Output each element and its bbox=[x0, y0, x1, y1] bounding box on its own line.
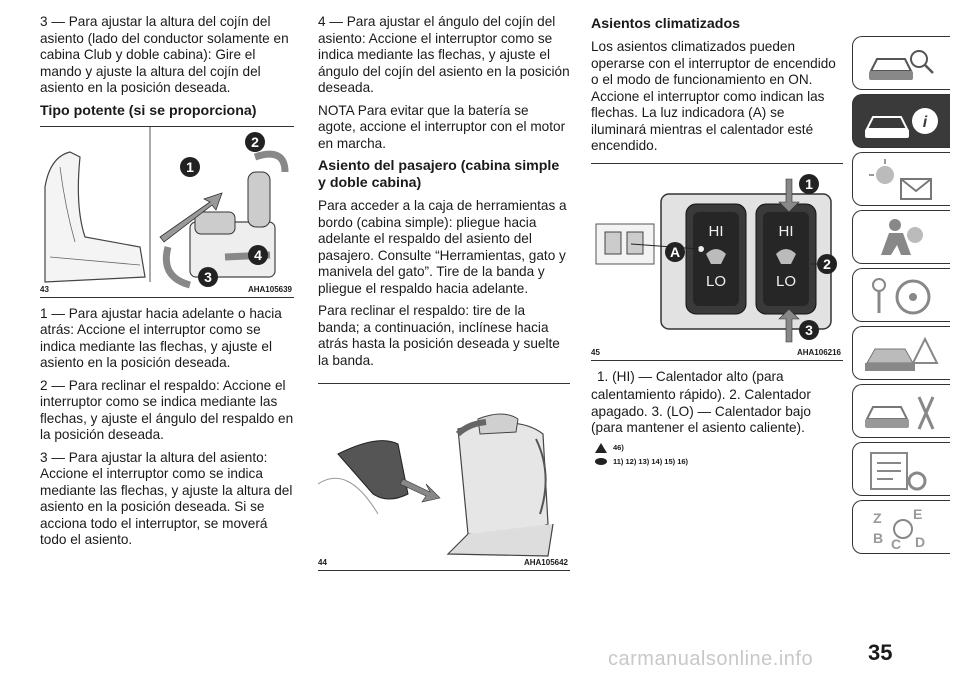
figure-45 bbox=[591, 163, 843, 361]
svg-text:Z: Z bbox=[873, 510, 882, 526]
svg-text:i: i bbox=[922, 114, 928, 131]
column-1 bbox=[40, 14, 294, 555]
car-emergency-icon bbox=[853, 327, 951, 381]
tab-lights-mail[interactable] bbox=[852, 152, 950, 206]
callout-2-label: 2 bbox=[251, 133, 259, 150]
airbag-person-icon bbox=[853, 211, 951, 265]
switch-label-lo: LO bbox=[705, 272, 727, 290]
note-reference bbox=[595, 457, 843, 466]
list-item-2: calentamiento rápido). 2. Calentador apagado. 3. (LO) — Calentador bajo (para mantener el asiento caliente). bbox=[591, 387, 811, 435]
tab-car-tools[interactable] bbox=[852, 384, 950, 438]
tab-car-info[interactable] bbox=[852, 94, 950, 148]
svg-text:C: C bbox=[891, 536, 902, 552]
figure-code: AHA105642 bbox=[523, 558, 568, 567]
switch-label-lo: LO bbox=[775, 272, 797, 290]
heading-power-type: Tipo potente (si se proporciona) bbox=[40, 102, 257, 119]
warning-ref-text: 46) bbox=[613, 443, 624, 452]
switch-label-hi: HI bbox=[778, 222, 794, 240]
warning-triangle-icon bbox=[595, 443, 607, 453]
watermark: carmanualsonline.info bbox=[608, 648, 814, 670]
tab-car-search[interactable] bbox=[852, 36, 950, 90]
figure-number: 45 bbox=[591, 347, 600, 357]
tab-alphabet-index[interactable] bbox=[852, 500, 950, 554]
tab-car-emergency[interactable] bbox=[852, 326, 950, 380]
car-search-icon bbox=[853, 37, 951, 91]
figure-44 bbox=[318, 383, 570, 571]
info-eye-icon bbox=[595, 458, 607, 465]
switch-label-hi: HI bbox=[708, 222, 724, 240]
column-3 bbox=[591, 14, 843, 470]
power-seat-illustration bbox=[40, 127, 294, 297]
callout-a-label: A bbox=[669, 243, 681, 260]
callout-1-label: 1 bbox=[805, 175, 813, 192]
note-ref-text: 11) 12) 13) 14) 15) 16) bbox=[613, 456, 689, 466]
paragraph-recline: Para reclinar el respaldo: tire de la banda; a continuación, inclínese hacia atrás hasta la posición deseada y suelte la banda. bbox=[318, 303, 560, 368]
figure-43 bbox=[40, 126, 294, 298]
key-steering-icon bbox=[853, 269, 951, 323]
svg-text:B: B bbox=[873, 530, 884, 546]
passenger-seat-illustration bbox=[318, 384, 570, 570]
paragraph-toolbox: Para acceder a la caja de herramientas a bordo (cabina simple): pliegue hacia adelante el respaldo del asiento del pasajero. Consulte “Herramientas, gato y manivela del gato”. Tire de la banda y pliegue el respaldo hacia adelante. bbox=[318, 198, 567, 296]
tab-airbag-person[interactable] bbox=[852, 210, 950, 264]
paragraph-item-4: 4 — Para ajustar el ángulo del cojín del asiento: Accione el interruptor como se indica mediante las flechas, y ajuste el ángulo del cojín del asiento en la posición deseada. bbox=[318, 14, 570, 95]
tab-list-gear[interactable] bbox=[852, 442, 950, 496]
svg-text:E: E bbox=[913, 506, 923, 522]
car-info-icon bbox=[853, 95, 951, 149]
callout-3-label: 3 bbox=[805, 321, 813, 338]
heading-heated-seats: Asientos climatizados bbox=[591, 16, 741, 32]
figure-number: 43 bbox=[40, 284, 49, 294]
paragraph-heated-seats: Los asientos climatizados pueden operarse con el interruptor de encendido o el modo de funcionamiento en ON. Accione el interruptor como indican las flechas. La luz indicadora (A) se iluminará mientras el calentador esté encendido. bbox=[591, 39, 836, 153]
lights-mail-icon bbox=[853, 153, 951, 207]
paragraph-item-3: 3 — Para ajustar la altura del asiento: Accione el interruptor como se indica mediante las flechas, y ajuste la altura del asiento en la posición deseada. Si se acciona todo el interruptor, se moverá todo el asiento. bbox=[40, 449, 293, 547]
paragraph-intro: 3 — Para ajustar la altura del cojín del asiento (lado del conductor solamente en cabina Club y doble cabina): Gire el mando y ajuste la altura del cojín del asiento en la posición deseada. bbox=[40, 14, 289, 95]
callout-3-label: 3 bbox=[204, 268, 212, 285]
figure-code: AHA105639 bbox=[247, 284, 292, 294]
paragraph-item-2: 2 — Para reclinar el respaldo: Accione el interruptor como se indica mediante las flechas, y ajuste el ángulo del respaldo en la posición deseada. bbox=[40, 377, 294, 442]
svg-text:D: D bbox=[915, 534, 926, 550]
figure-number: 44 bbox=[318, 558, 327, 567]
callout-4-label: 4 bbox=[254, 246, 262, 263]
car-tools-icon bbox=[853, 385, 951, 439]
callout-2-label: 2 bbox=[823, 255, 831, 272]
figure-code: AHA106216 bbox=[796, 347, 841, 357]
heated-seat-switch-illustration bbox=[591, 164, 843, 360]
paragraph-item-1: 1 — Para ajustar hacia adelante o hacia atrás: Accione el interruptor como se indica mediante las flechas, y ajuste el asiento en la posición deseada. bbox=[40, 305, 282, 370]
page-number: 35 bbox=[868, 640, 893, 665]
alphabet-index-icon bbox=[853, 501, 951, 555]
warning-reference bbox=[595, 443, 843, 453]
list-item-1: 1. (HI) — Calentador alto (para bbox=[597, 368, 784, 384]
list-gear-icon bbox=[853, 443, 951, 497]
column-2 bbox=[318, 14, 570, 571]
callout-1-label: 1 bbox=[186, 158, 194, 175]
tab-key-steering[interactable] bbox=[852, 268, 950, 322]
heading-passenger-seat: Asiento del pasajero (cabina simple y doble cabina) bbox=[318, 158, 560, 191]
paragraph-note: NOTA Para evitar que la batería se agote, accione el interruptor con el motor en marcha. bbox=[318, 102, 566, 151]
